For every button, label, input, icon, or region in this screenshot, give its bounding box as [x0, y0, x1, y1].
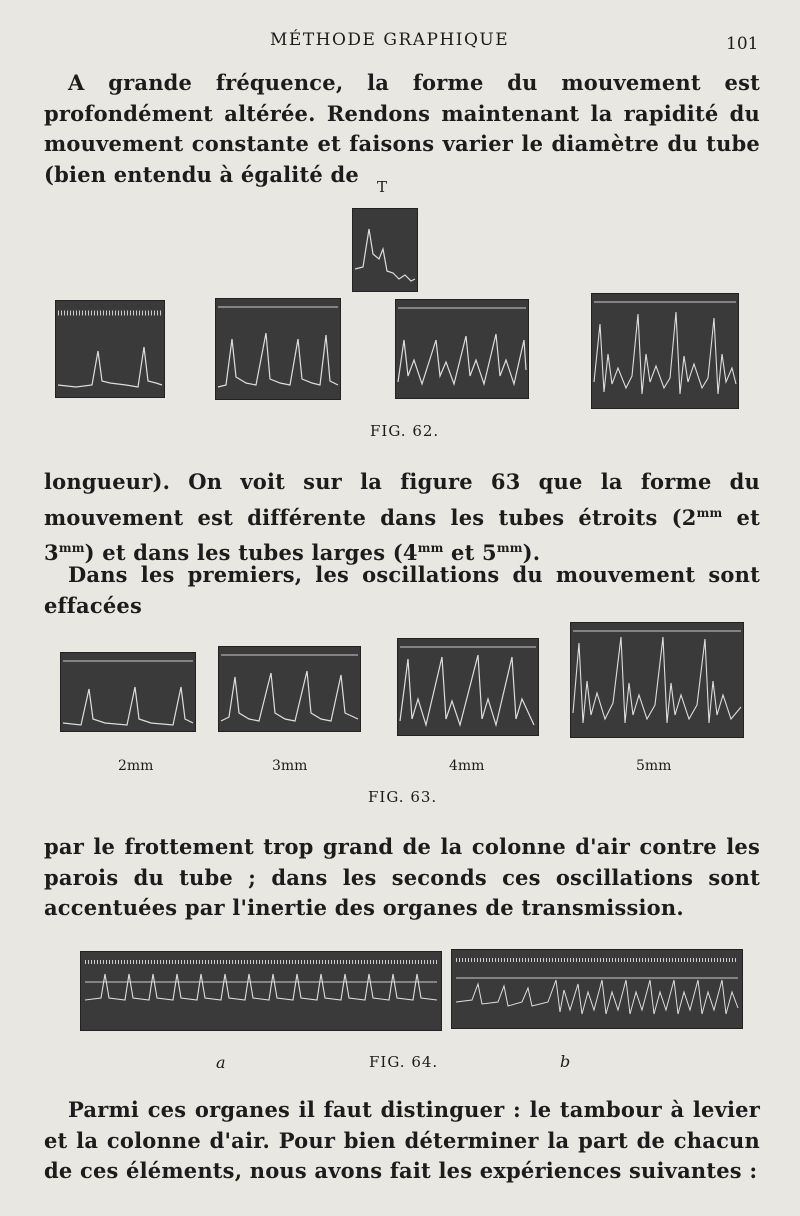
- unit-sup-2: mm: [58, 541, 85, 555]
- trace-4mm: [398, 639, 538, 735]
- figure-64-caption: FIG. 64.: [369, 1053, 439, 1071]
- trace-panel-b: [451, 949, 743, 1029]
- trace-panel-2mm: [60, 652, 196, 732]
- figure-62-caption: FIG. 62.: [370, 422, 440, 440]
- trace-62-3: [396, 300, 528, 398]
- figure-63-label-5mm: 5mm: [636, 758, 672, 774]
- figure-63-label-4mm: 4mm: [449, 758, 485, 774]
- paragraph-2-part-2: et 3: [44, 504, 760, 565]
- trace-panel-62-3: [395, 299, 529, 399]
- page-header: [0, 30, 800, 54]
- trace-62-1: [56, 301, 164, 397]
- unit-sup-3: mm: [417, 541, 444, 555]
- paragraph-2-part-4: et 5: [443, 540, 497, 565]
- paragraph-2: [44, 467, 760, 569]
- figure-64-label-b: b: [560, 1052, 571, 1071]
- running-title: MÉTHODE GRAPHIQUE: [270, 30, 510, 50]
- paragraph-2-part-1: longueur). On voit sur la figure 63 que la forme du mouvement est différente dans les tubes étroits (2: [44, 469, 760, 530]
- trace-3mm: [219, 647, 360, 731]
- paragraph-5: Parmi ces organes il faut distinguer : le tambour à levier et la colonne d'air. Pour bien déterminer la part de chacun de ces éléments, nous avons fait les expériences suivantes :: [44, 1097, 760, 1183]
- paragraph-2-part-5: ).: [522, 540, 541, 565]
- figure-63-label-3mm: 3mm: [272, 758, 308, 774]
- trace-a: [81, 952, 441, 1030]
- paragraph-4: par le frottement trop grand de la colonne d'air contre les parois du tube ; dans les seconds ces oscillations sont accentuées par l'inertie des organes de transmission.: [44, 834, 760, 920]
- trace-62-2: [216, 299, 340, 399]
- paragraph-2-part-3: ) et dans les tubes larges (4: [84, 540, 418, 565]
- trace-panel-t: [352, 208, 418, 292]
- figure-64-label-a: a: [216, 1053, 226, 1072]
- trace-2mm: [61, 653, 195, 731]
- figure-63-label-2mm: 2mm: [118, 758, 154, 774]
- trace-panel-5mm: [570, 622, 744, 738]
- trace-b: [452, 950, 742, 1028]
- unit-sup-1: mm: [696, 505, 723, 520]
- unit-sup-4: mm: [496, 541, 523, 555]
- trace-panel-4mm: [397, 638, 539, 736]
- trace-panel-3mm: [218, 646, 361, 732]
- page-number: 101: [726, 34, 759, 54]
- trace-panel-62-2: [215, 298, 341, 400]
- trace-panel-62-1: [55, 300, 165, 398]
- figure-63-caption: FIG. 63.: [368, 788, 438, 806]
- trace-panel-62-4: [591, 293, 739, 409]
- trace-5mm: [571, 623, 743, 737]
- trace-panel-a: [80, 951, 442, 1031]
- paragraph-1: A grande fréquence, la forme du mouvement est profondément altérée. Rendons maintenant la rapidité du mouvement constante et faisons varier le diamètre du tube (bien entendu à égalité de: [44, 70, 760, 187]
- trace-62-4: [592, 294, 738, 408]
- paragraph-3: Dans les premiers, les oscillations du mouvement sont effacées: [44, 562, 760, 618]
- figure-62-label-t: T: [377, 178, 388, 196]
- trace-t: [353, 209, 417, 291]
